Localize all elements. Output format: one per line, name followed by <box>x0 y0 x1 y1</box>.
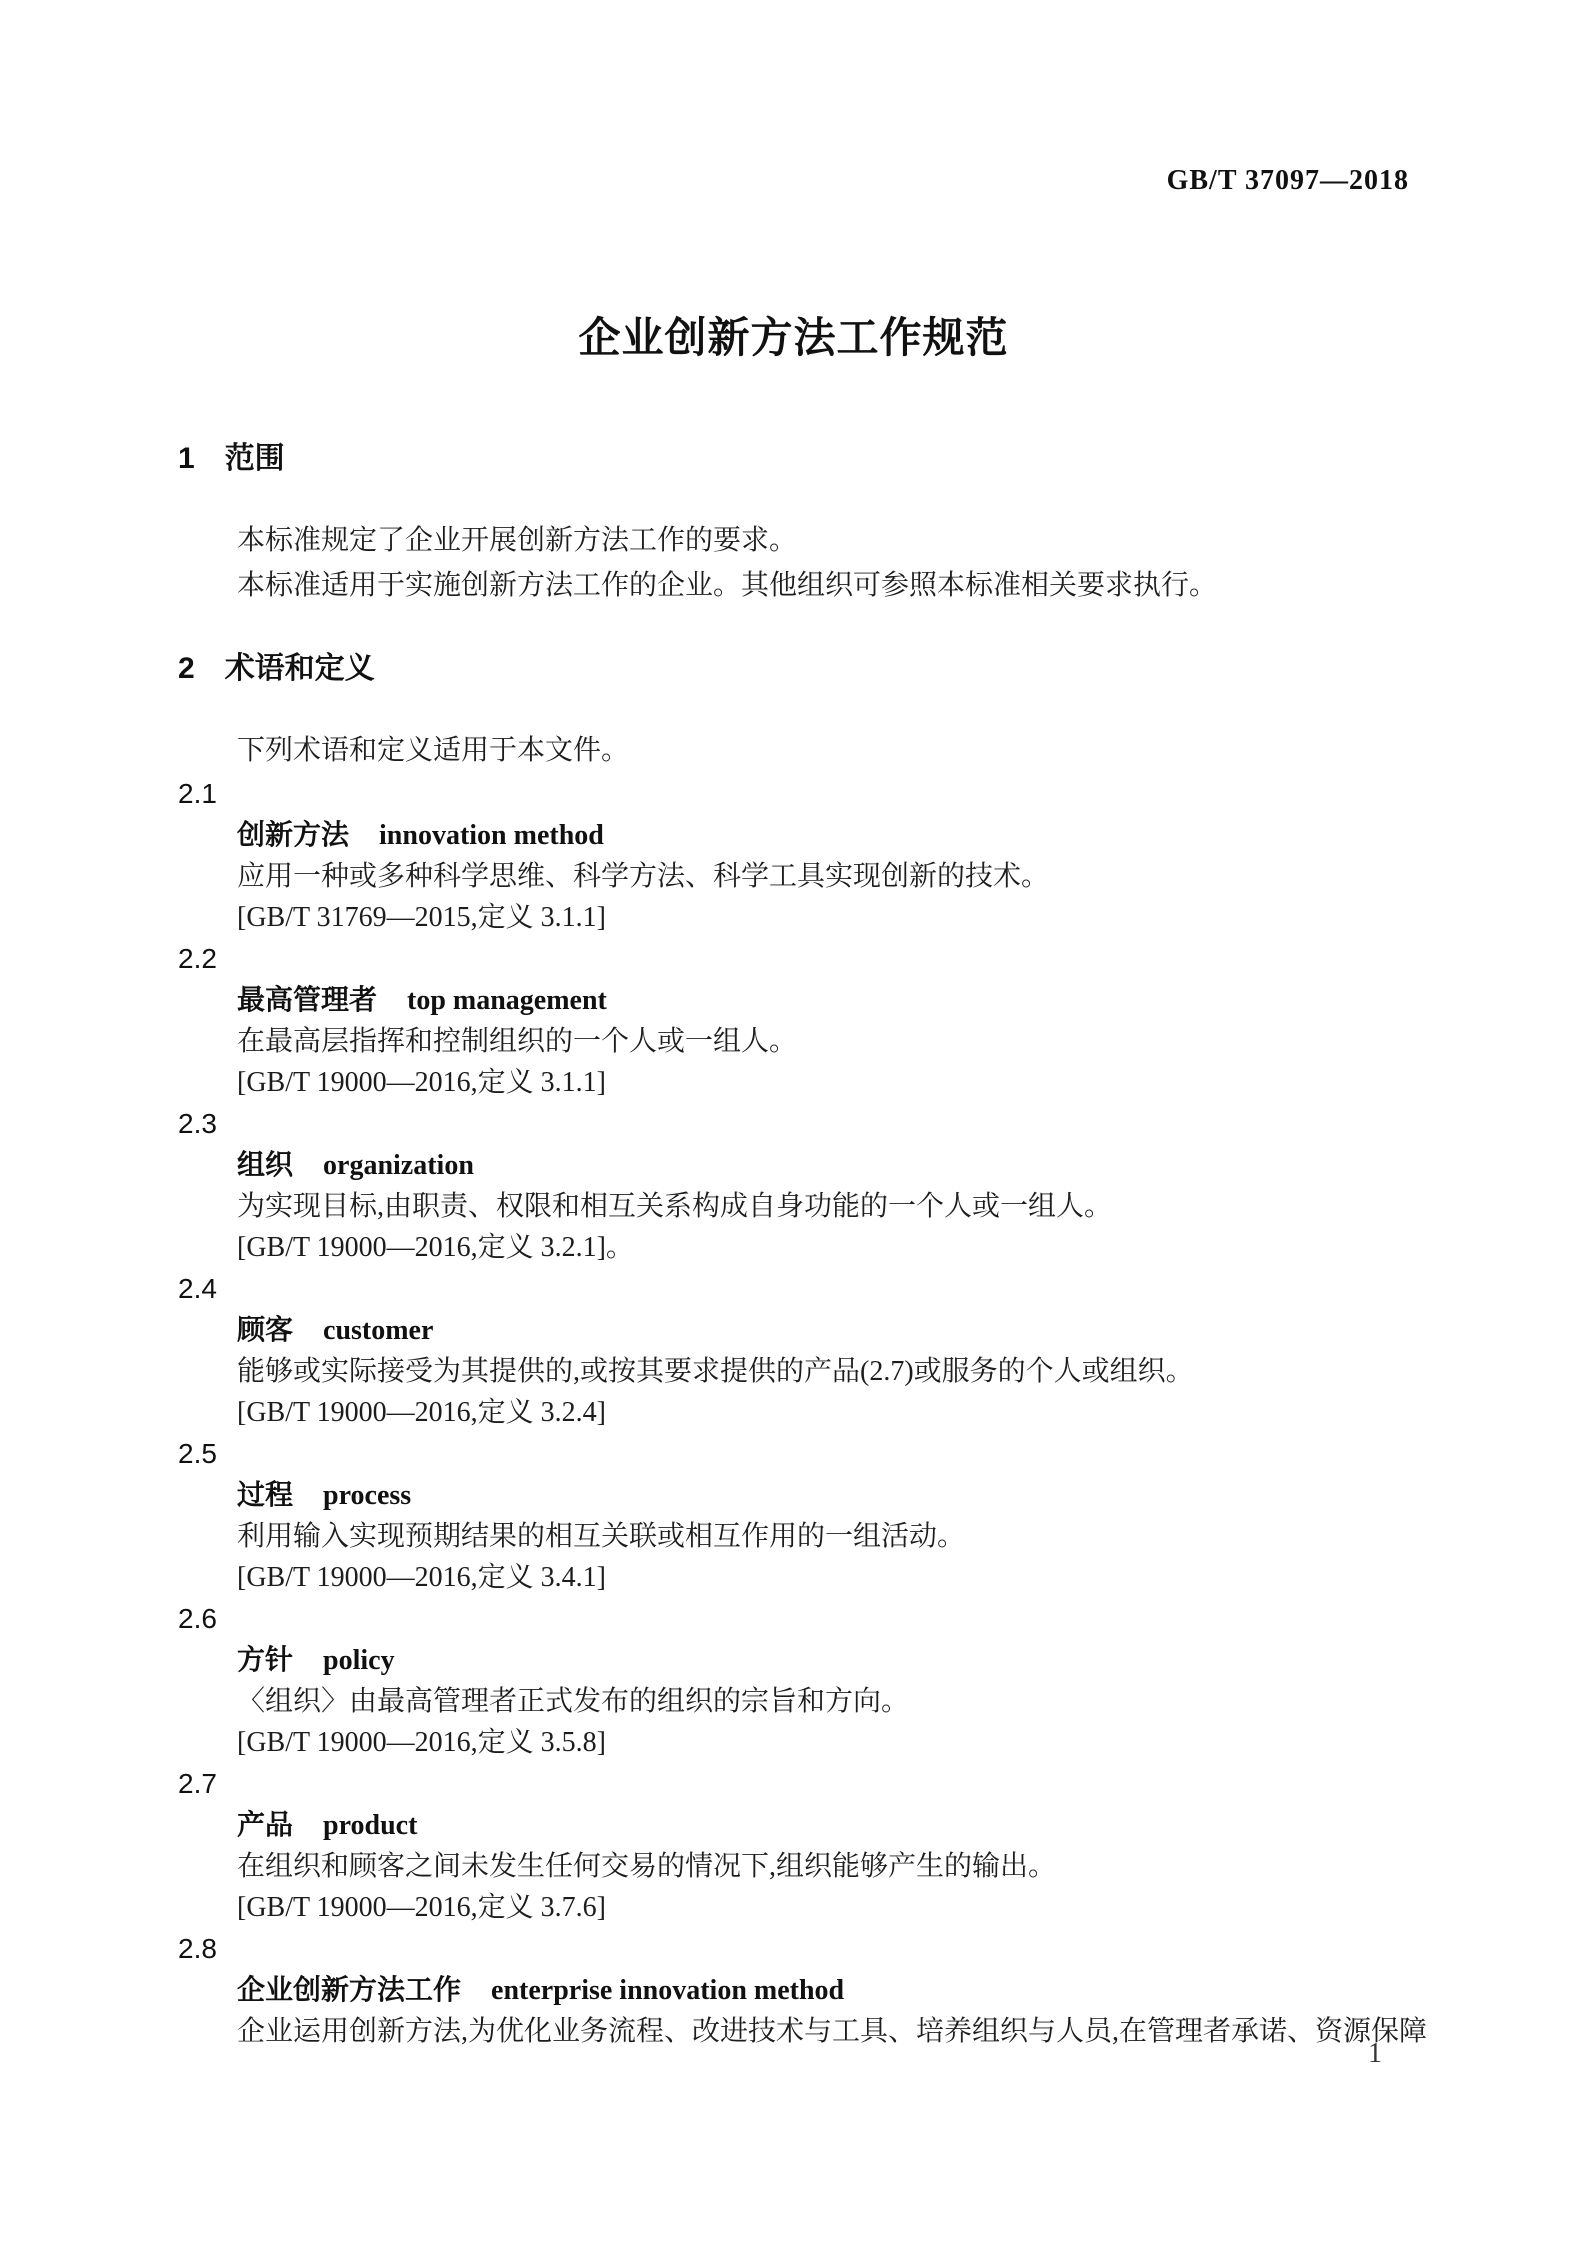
term-definition: 利用输入实现预期结果的相互关联或相互作用的一组活动。 <box>237 1521 966 1552</box>
term-en: customer <box>323 1315 434 1346</box>
document-title: 企业创新方法工作规范 <box>578 314 1009 361</box>
term-source: [GB/T 19000—2016,定义 3.1.1] <box>237 1067 606 1098</box>
term-definition: 企业运用创新方法,为优化业务流程、改进技术与工具、培养组织与人员,在管理者承诺、资源保障 <box>237 2016 1428 2047</box>
term-zh: 产品 <box>237 1809 294 1840</box>
term-source: [GB/T 19000—2016,定义 3.2.4] <box>237 1397 606 1428</box>
scope-paragraph-1: 本标准规定了企业开展创新方法工作的要求。 <box>237 525 798 556</box>
terms-list <box>178 773 1502 2052</box>
term-entry-2-5 <box>178 1433 1502 1598</box>
term-title <box>237 814 1502 856</box>
section-1-heading <box>178 443 1502 475</box>
section-2-heading <box>178 653 1502 685</box>
term-title <box>237 1309 1502 1351</box>
term-source: [GB/T 19000—2016,定义 3.5.8] <box>237 1727 606 1758</box>
term-title <box>237 1804 1502 1846</box>
section-1-title: 范围 <box>224 442 285 475</box>
term-en: top management <box>407 985 607 1016</box>
term-zh: 创新方法 <box>237 819 350 850</box>
term-number: 2.8 <box>178 1933 217 1964</box>
term-definition: 能够或实际接受为其提供的,或按其要求提供的产品(2.7)或服务的个人或组织。 <box>237 1356 1194 1387</box>
term-entry-2-2 <box>178 938 1502 1103</box>
term-source: [GB/T 19000—2016,定义 3.7.6] <box>237 1892 606 1923</box>
term-title <box>237 1474 1502 1516</box>
term-en: organization <box>323 1150 474 1181</box>
term-zh: 顾客 <box>237 1314 294 1345</box>
term-source: [GB/T 19000—2016,定义 3.2.1]。 <box>237 1232 634 1263</box>
term-entry-2-6 <box>178 1598 1502 1763</box>
term-number: 2.6 <box>178 1603 217 1634</box>
term-source: [GB/T 31769—2015,定义 3.1.1] <box>237 902 606 933</box>
term-number: 2.7 <box>178 1768 217 1799</box>
term-definition: 应用一种或多种科学思维、科学方法、科学工具实现创新的技术。 <box>237 861 1050 892</box>
term-definition: 在组织和顾客之间未发生任何交易的情况下,组织能够产生的输出。 <box>237 1851 1057 1882</box>
term-zh: 组织 <box>237 1149 294 1180</box>
term-number: 2.1 <box>178 778 217 809</box>
document-body <box>178 443 1502 2052</box>
term-en: innovation method <box>379 820 604 851</box>
term-zh: 过程 <box>237 1479 294 1510</box>
term-entry-2-8 <box>178 1928 1502 2052</box>
section-1-number: 1 <box>178 442 195 475</box>
term-title <box>237 1639 1502 1681</box>
term-en: product <box>323 1810 418 1841</box>
term-title <box>237 1144 1502 1186</box>
standard-code: GB/T 37097—2018 <box>1166 165 1409 196</box>
term-definition: 〈组织〉由最高管理者正式发布的组织的宗旨和方向。 <box>237 1686 910 1717</box>
term-en: enterprise innovation method <box>491 1975 845 2006</box>
term-entry-2-3 <box>178 1103 1502 1268</box>
term-en: policy <box>323 1645 395 1676</box>
scope-paragraph-2: 本标准适用于实施创新方法工作的企业。其他组织可参照本标准相关要求执行。 <box>237 570 1218 601</box>
term-definition: 为实现目标,由职责、权限和相互关系构成自身功能的一个人或一组人。 <box>237 1191 1113 1222</box>
term-source: [GB/T 19000—2016,定义 3.4.1] <box>237 1562 606 1593</box>
term-en: process <box>323 1480 412 1511</box>
term-title <box>237 1969 1502 2011</box>
term-entry-2-7 <box>178 1763 1502 1928</box>
page-number: 1 <box>1368 2038 1382 2069</box>
term-zh: 方针 <box>237 1644 294 1675</box>
term-number: 2.5 <box>178 1438 217 1469</box>
term-zh: 企业创新方法工作 <box>237 1974 462 2005</box>
term-entry-2-4 <box>178 1268 1502 1433</box>
terms-intro: 下列术语和定义适用于本文件。 <box>237 735 630 766</box>
term-zh: 最高管理者 <box>237 984 378 1015</box>
section-2-title: 术语和定义 <box>224 652 375 685</box>
term-title <box>237 979 1502 1021</box>
term-number: 2.2 <box>178 943 217 974</box>
term-number: 2.4 <box>178 1273 217 1304</box>
term-definition: 在最高层指挥和控制组织的一个人或一组人。 <box>237 1026 798 1057</box>
section-2-number: 2 <box>178 652 195 685</box>
term-number: 2.3 <box>178 1108 217 1139</box>
term-entry-2-1 <box>178 773 1502 938</box>
